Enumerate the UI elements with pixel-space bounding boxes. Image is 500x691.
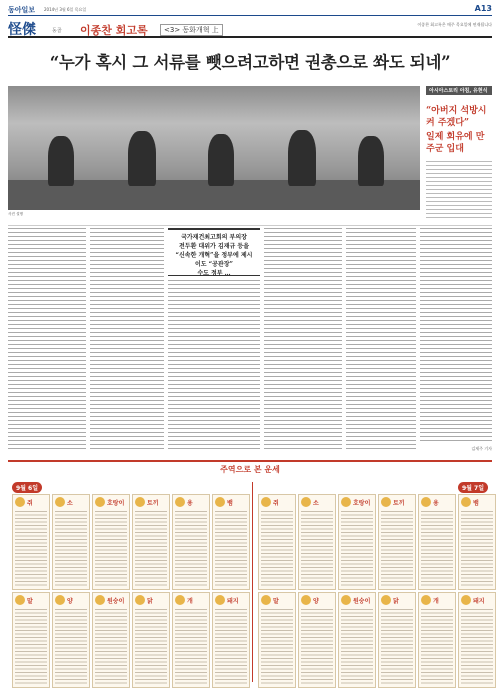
zodiac-name: 원숭이: [353, 598, 371, 605]
zodiac-name: 개: [433, 598, 439, 605]
fortune-text: [341, 609, 373, 685]
fortune-cell: [172, 494, 210, 590]
fortune-cell: [418, 494, 456, 590]
zodiac-name: 소: [67, 500, 73, 507]
zodiac-icon: [55, 595, 65, 605]
fortune-cell: [298, 494, 336, 590]
series-kanji: 怪傑: [8, 22, 36, 38]
fortune-text: [15, 511, 47, 587]
fortune-cell: [378, 494, 416, 590]
zodiac-name: 양: [67, 598, 73, 605]
author-signature: 김제주 기자: [471, 446, 492, 451]
fortune-text: [95, 511, 127, 587]
zodiac-icon: [175, 595, 185, 605]
fortune-text: [261, 511, 293, 587]
zodiac-icon: [381, 595, 391, 605]
photo-figure: [48, 136, 74, 186]
fortune-cell: [132, 494, 170, 590]
fortune-cell: [212, 592, 250, 688]
zodiac-icon: [261, 595, 271, 605]
zodiac-name: 소: [313, 500, 319, 507]
series-banner: [8, 18, 492, 38]
zodiac-icon: [301, 595, 311, 605]
zodiac-name: 닭: [393, 598, 399, 605]
fortune-text: [381, 609, 413, 685]
photo-figure: [128, 131, 156, 186]
side-label: 아시아스토리 아침, 유현식: [426, 86, 492, 95]
article-column: [168, 280, 260, 452]
fortune-text: [421, 609, 453, 685]
page-number: A13: [474, 4, 492, 13]
series-tag: 동골: [52, 28, 62, 34]
fortune-text: [461, 511, 493, 587]
zodiac-name: 말: [27, 598, 33, 605]
subheadline-line: 전두환 대위가 김재규 등을: [178, 243, 250, 250]
fortune-cell: [92, 592, 130, 688]
zodiac-name: 돼지: [227, 598, 239, 605]
fortune-text: [421, 511, 453, 587]
fortune-cell: [12, 494, 50, 590]
zodiac-icon: [421, 497, 431, 507]
fortune-text: [95, 609, 127, 685]
side-pullquote-1: “아버지 석방시켜 주겠다”: [426, 106, 487, 128]
fortune-cell: [458, 592, 496, 688]
zodiac-name: 닭: [147, 598, 153, 605]
fortune-cell: [52, 494, 90, 590]
subheadline-line: “신속한 개혁”을 정부에 제시: [175, 252, 253, 259]
photo-figure: [358, 136, 384, 186]
zodiac-icon: [95, 497, 105, 507]
series-part: <3> 동화개혁 上: [160, 24, 223, 36]
zodiac-icon: [135, 497, 145, 507]
subheadline-line: 수도 정부 …: [197, 270, 231, 277]
zodiac-icon: [15, 595, 25, 605]
fortune-text: [55, 609, 87, 685]
zodiac-icon: [215, 497, 225, 507]
zodiac-name: 돼지: [473, 598, 485, 605]
zodiac-name: 뱀: [473, 500, 479, 507]
article-photo: [8, 86, 420, 210]
fortune-text: [301, 511, 333, 587]
zodiac-name: 쥐: [27, 500, 33, 507]
zodiac-name: 뱀: [227, 500, 233, 507]
subheadline-line: 국가재건최고회의 부의장: [181, 234, 247, 241]
fortune-cell: [378, 592, 416, 688]
page-header: [8, 4, 492, 16]
newspaper-logo: 동아일보: [8, 6, 36, 14]
fortune-text: [15, 609, 47, 685]
side-pullquote-2: 일제 회유에 만주군 입대: [426, 132, 485, 154]
fortune-cell: [458, 494, 496, 590]
article-column: [346, 228, 416, 452]
fortune-text: [215, 511, 247, 587]
zodiac-name: 토끼: [147, 500, 159, 507]
zodiac-icon: [341, 497, 351, 507]
fortune-cell: [12, 592, 50, 688]
photo-figure: [288, 130, 316, 186]
fortune-text: [301, 609, 333, 685]
fortune-text: [461, 609, 493, 685]
subheadline-box: [168, 228, 260, 276]
zodiac-icon: [461, 497, 471, 507]
fortune-cell: [338, 494, 376, 590]
zodiac-icon: [341, 595, 351, 605]
zodiac-icon: [261, 497, 271, 507]
fortune-text: [135, 609, 167, 685]
fortune-day-left: 9월 6일: [12, 482, 42, 493]
zodiac-name: 용: [187, 500, 193, 507]
zodiac-icon: [175, 497, 185, 507]
photo-figure: [208, 134, 234, 186]
zodiac-icon: [421, 595, 431, 605]
fortune-cell: [258, 494, 296, 590]
fortune-section: [8, 460, 492, 684]
zodiac-icon: [215, 595, 225, 605]
zodiac-name: 호랑이: [353, 500, 371, 507]
zodiac-name: 원숭이: [107, 598, 125, 605]
fortune-text: [55, 511, 87, 587]
side-column: [426, 86, 492, 210]
fortune-cell: [298, 592, 336, 688]
fortune-day-right: 9월 7일: [458, 482, 488, 493]
zodiac-name: 용: [433, 500, 439, 507]
zodiac-name: 양: [313, 598, 319, 605]
fortune-cell: [338, 592, 376, 688]
zodiac-name: 쥐: [273, 500, 279, 507]
fortune-text: [381, 511, 413, 587]
zodiac-icon: [15, 497, 25, 507]
fortune-text: [175, 511, 207, 587]
fortune-cell: [212, 494, 250, 590]
zodiac-icon: [55, 497, 65, 507]
fortune-cell: [92, 494, 130, 590]
fortune-cell: [418, 592, 456, 688]
fortune-cell: [172, 592, 210, 688]
zodiac-name: 호랑이: [107, 500, 125, 507]
fortune-cell: [52, 592, 90, 688]
fortune-cell: [258, 592, 296, 688]
zodiac-icon: [301, 497, 311, 507]
article-column: [90, 228, 164, 452]
photo-caption: 사진 설명: [8, 212, 492, 226]
series-promo: 이종찬 회고록은 매주 목요일에 연재됩니다: [417, 22, 492, 27]
zodiac-icon: [135, 595, 145, 605]
zodiac-name: 개: [187, 598, 193, 605]
zodiac-icon: [461, 595, 471, 605]
zodiac-name: 토끼: [393, 500, 405, 507]
fortune-text: [261, 609, 293, 685]
fortune-text: [341, 511, 373, 587]
article-column: [420, 228, 492, 442]
fortune-title: 주역으로 본 운세: [220, 465, 280, 474]
fortune-text: [215, 609, 247, 685]
subheadline-line: 이도 “공관장”: [195, 261, 233, 268]
article-headline: “누가 혹시 그 서류를 뺏으려고하면 권총으로 쏴도 되네”: [49, 53, 451, 72]
issue-date: 2014년 3월 6일 목요일: [44, 7, 87, 12]
series-author: 이종찬 회고록: [80, 24, 148, 37]
fortune-divider: [252, 482, 253, 682]
fortune-cell: [132, 592, 170, 688]
zodiac-name: 말: [273, 598, 279, 605]
article-column: [8, 228, 86, 452]
article-column: [264, 228, 342, 452]
fortune-text: [175, 609, 207, 685]
zodiac-icon: [381, 497, 391, 507]
zodiac-icon: [95, 595, 105, 605]
fortune-text: [135, 511, 167, 587]
